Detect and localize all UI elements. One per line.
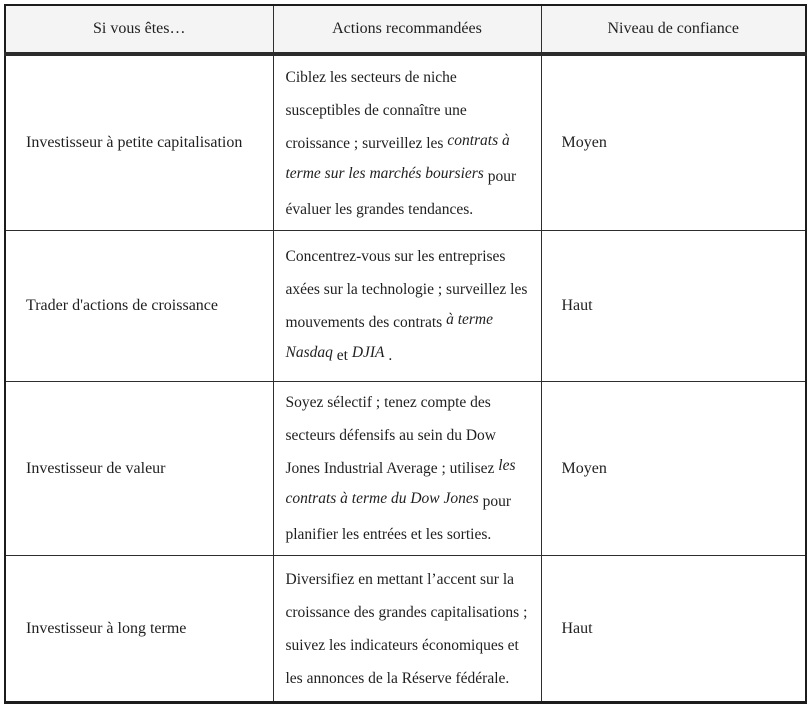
- recommended-actions-cell: [273, 382, 541, 556]
- header-row: [5, 5, 806, 54]
- table-row: [5, 231, 806, 382]
- header-niveau-de-confiance: Niveau de confiance: [541, 5, 806, 54]
- table-row: [5, 54, 806, 231]
- table-body: [5, 54, 806, 703]
- table-row: [5, 556, 806, 703]
- confidence-level-cell: Moyen: [541, 54, 806, 231]
- futures-term-italic: les contrats à terme du Dow Jones: [285, 457, 516, 507]
- action-text: .: [384, 347, 393, 364]
- futures-term-italic: contrats à terme sur les marchés boursiers: [285, 131, 510, 182]
- futures-term-italic: à terme Nasdaq: [285, 311, 493, 361]
- confidence-level-cell: Haut: [541, 556, 806, 703]
- futures-term-italic: DJIA: [351, 344, 385, 361]
- investor-profile-cell: Trader d'actions de croissance: [5, 231, 273, 382]
- action-text: Concentrez-vous sur les entreprises axées sur la technologie ; surveillez les mouvements des contrats: [285, 248, 528, 331]
- recommended-actions-cell: [273, 556, 541, 703]
- action-text: et: [332, 347, 352, 364]
- investor-profile-cell: Investisseur de valeur: [5, 382, 273, 556]
- recommended-actions-cell: [273, 231, 541, 382]
- header-si-vous-etes: Si vous êtes…: [5, 5, 273, 54]
- action-text: pour planifier les entrées et les sorties.: [285, 493, 512, 543]
- action-text: Ciblez les secteurs de niche susceptibles de connaître une croissance ; surveillez les: [285, 68, 467, 152]
- investor-profile-cell: Investisseur à petite capitalisation: [5, 54, 273, 231]
- table-header: [5, 5, 806, 54]
- header-actions-recommandees: Actions recommandées: [273, 5, 541, 54]
- confidence-level-cell: Moyen: [541, 382, 806, 556]
- recommended-actions-cell: [273, 54, 541, 231]
- action-text: pour évaluer les grandes tendances.: [285, 167, 517, 218]
- action-text: Soyez sélectif ; tenez compte des secteurs défensifs au sein du Dow Jones Industrial Average ; utilisez: [285, 394, 499, 477]
- investor-confidence-table: [4, 4, 807, 704]
- investor-profile-cell: Investisseur à long terme: [5, 556, 273, 703]
- table-row: [5, 382, 806, 556]
- confidence-level-cell: Haut: [541, 231, 806, 382]
- action-text: Diversifiez en mettant l’accent sur la croissance des grandes capitalisations ; suivez les indicateurs économiques et les annonces de la Réserve fédérale.: [285, 570, 528, 687]
